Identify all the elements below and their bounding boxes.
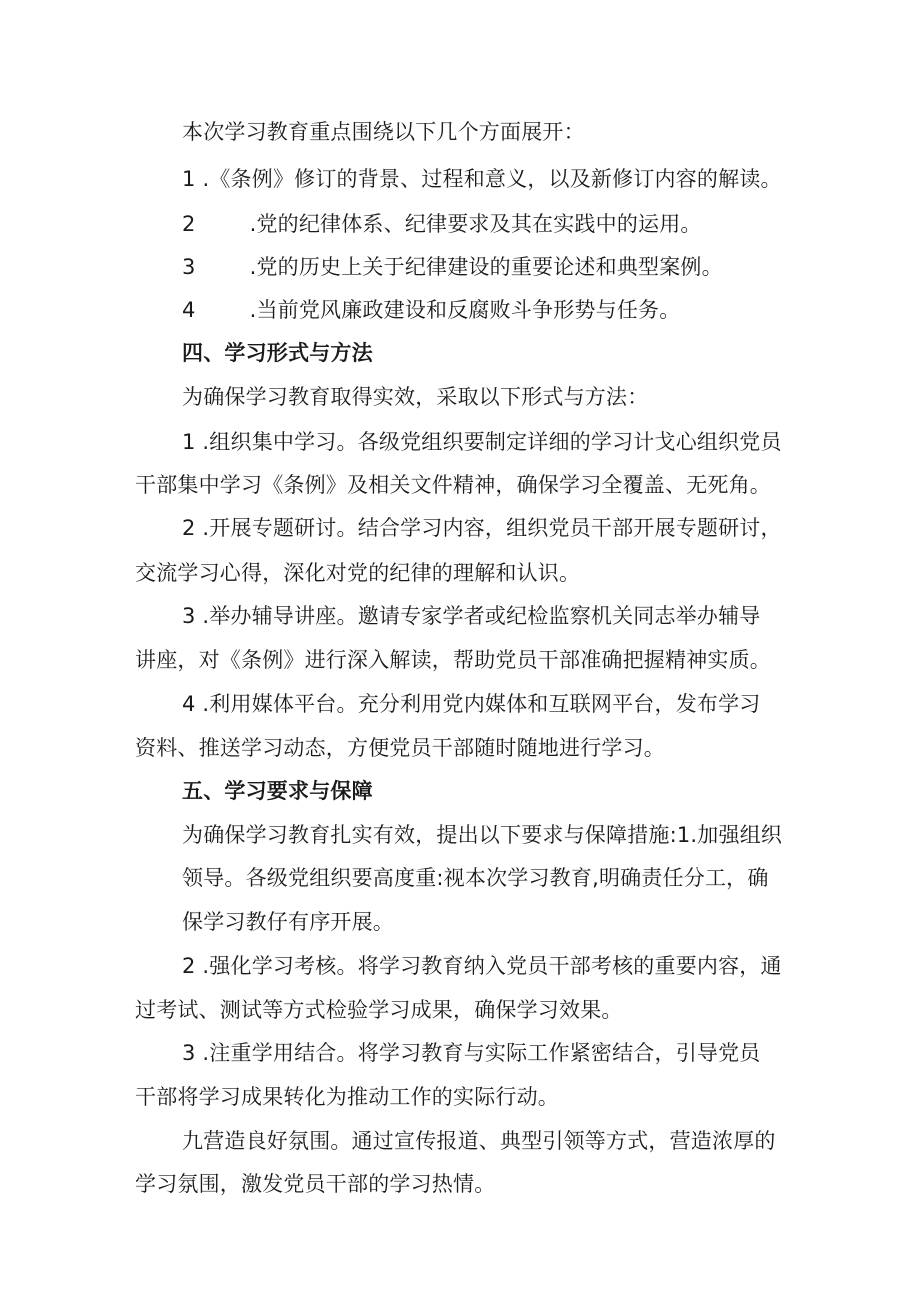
paragraph-line: 3 .注重学用结合。将学习教育与实际工作紧密结合，引导党员 bbox=[182, 1041, 761, 1065]
paragraph-line: 干部将学习成果转化为推动工作的实际行动。 bbox=[135, 1085, 559, 1109]
paragraph-line: 干部集中学习《条例》及相关文件精神，确保学习全覆盖、无死角。 bbox=[135, 473, 771, 497]
paragraph-line: 领导。各级党组织要高度重:视本次学习教育,明确责任分工，确 bbox=[182, 866, 769, 890]
paragraph-line: 1 .组织集中学习。各级党组织要制定详细的学习计戈心组织党员 bbox=[182, 430, 782, 454]
paragraph-line: 九营造良好氛围。通过宣传报道、典型引领等方式，营造浓厚的 bbox=[182, 1129, 776, 1153]
list-number: 4 bbox=[182, 298, 196, 322]
paragraph-line: 资料、推送学习动态，方便党员干部随时随地进行学习。 bbox=[135, 736, 665, 760]
paragraph-line: 2 .强化学习考核。将学习教育纳入党员干部考核的重要内容，通 bbox=[182, 954, 782, 978]
list-number: 1 bbox=[182, 167, 196, 191]
paragraph-line: 4 .利用媒体平台。充分利用党内媒体和互联网平台，发布学习 bbox=[182, 692, 761, 716]
intro-paragraph: 本次学习教育重点围绕以下几个方面展开： bbox=[182, 120, 585, 144]
section-intro: 为确保学习教育取得实效，采取以下形式与方法： bbox=[182, 385, 649, 409]
paragraph-line: 学习氛围，激发党员干部的学习热情。 bbox=[135, 1172, 496, 1196]
list-item bbox=[182, 164, 782, 194]
list-text: .党的历史上关于纪律建设的重要论述和典型案例。 bbox=[249, 255, 723, 279]
list-item bbox=[182, 209, 702, 239]
list-text: .当前党风廉政建设和反腐败斗争形势与任务。 bbox=[249, 298, 681, 322]
paragraph-line: 讲座，对《条例》进行深入解读，帮助党员干部准确把握精神实质。 bbox=[135, 648, 771, 672]
list-number: 2 bbox=[182, 212, 196, 236]
paragraph-line: 交流学习心得，深化对党的纪律的理解和认识。 bbox=[135, 561, 581, 585]
paragraph-line: 为确保学习教育扎实有效，提出以下要求与保障措施:1.加强组织 bbox=[182, 823, 783, 847]
section-heading: 五、学习要求与保障 bbox=[182, 779, 373, 803]
section-heading: 四、学习形式与方法 bbox=[182, 341, 373, 365]
paragraph-line: 过考试、测试等方式检验学习成果，确保学习效果。 bbox=[135, 998, 623, 1022]
paragraph-line: 2 .开展专题研讨。结合学习内容，组织党员干部开展专题研讨， bbox=[182, 516, 782, 540]
list-number: 3 bbox=[182, 255, 196, 279]
list-item bbox=[182, 252, 723, 282]
list-text: .党的纪律体系、纪律要求及其在实践中的运用。 bbox=[249, 212, 702, 236]
paragraph-line: 3 .举办辅导讲座。邀请专家学者或纪检监察机关同志举办辅导 bbox=[182, 604, 761, 628]
list-text: .《条例》修订的背景、过程和意义，以及新修订内容的解读。 bbox=[202, 167, 782, 191]
list-item bbox=[182, 295, 680, 325]
paragraph-line: 保学习教仔有序开展。 bbox=[182, 910, 394, 934]
